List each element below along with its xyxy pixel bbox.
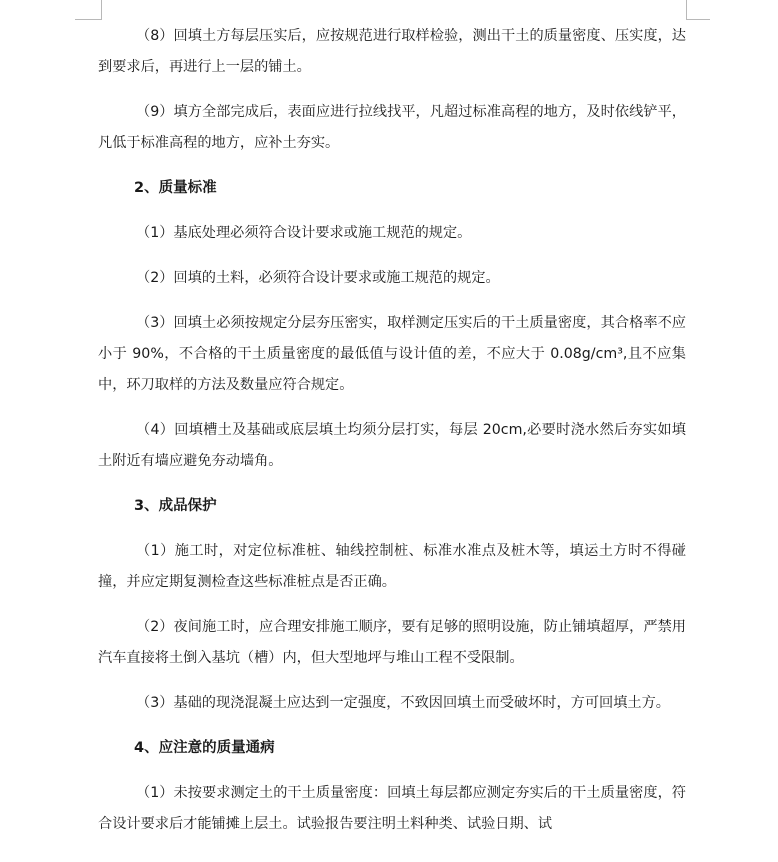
- paragraph-standard-4: （4）回填槽土及基础或底层填土均须分层打实，每层 20cm,必要时浇水然后夯实如填土附近有墙应避免夯动墙角。: [98, 422, 686, 469]
- paragraph-standard-3: （3）回填土必须按规定分层夯压密实，取样测定压实后的干土质量密度，其合格率不应小于 90%，不合格的干土质量密度的最低值与设计值的差，不应大于 0.08g/cm³,且不应集中，环刀取样的方法及数量应符合规定。: [98, 315, 686, 393]
- paragraph-defects-1: （1）未按要求测定土的干土质量密度：回填土每层都应测定夯实后的干土质量密度，符合设计要求后才能铺摊上层土。试验报告要注明土料种类、试验日期、试: [98, 785, 686, 832]
- paragraph-item-8: （8）回填土方每层压实后，应按规范进行取样检验，测出干土的质量密度、压实度，达到要求后，再进行上一层的铺土。: [98, 28, 686, 75]
- paragraph-standard-1: （1）基底处理必须符合设计要求或施工规范的规定。: [136, 225, 472, 241]
- crop-mark-top-right-horizontal: [686, 19, 710, 20]
- crop-mark-top-right-vertical: [686, 0, 687, 19]
- paragraph-protection-2: （2）夜间施工时，应合理安排施工顺序，要有足够的照明设施，防止铺填超厚，严禁用汽车直接将土倒入基坑（槽）内，但大型地坪与堆山工程不受限制。: [98, 619, 686, 666]
- section-heading-quality-standard: 2、质量标准: [134, 180, 217, 196]
- crop-mark-top-left-horizontal: [75, 19, 102, 20]
- paragraph-item-9: （9）填方全部完成后，表面应进行拉线找平，凡超过标准高程的地方，及时依线铲平，凡低于标准高程的地方，应补土夯实。: [98, 104, 686, 151]
- paragraph-standard-2: （2）回填的土料，必须符合设计要求或施工规范的规定。: [136, 270, 500, 286]
- paragraph-protection-3: （3）基础的现浇混凝土应达到一定强度，不致因回填土而受破坏时，方可回填土方。: [136, 695, 670, 711]
- paragraph-protection-1: （1）施工时，对定位标准桩、轴线控制桩、标准水准点及桩木等，填运土方时不得碰撞，并应定期复测检查这些标准桩点是否正确。: [98, 543, 686, 590]
- section-heading-common-quality-defects: 4、应注意的质量通病: [134, 740, 275, 756]
- document-body: [98, 21, 686, 840]
- crop-mark-top-left-vertical: [101, 0, 102, 19]
- section-heading-product-protection: 3、成品保护: [134, 498, 217, 514]
